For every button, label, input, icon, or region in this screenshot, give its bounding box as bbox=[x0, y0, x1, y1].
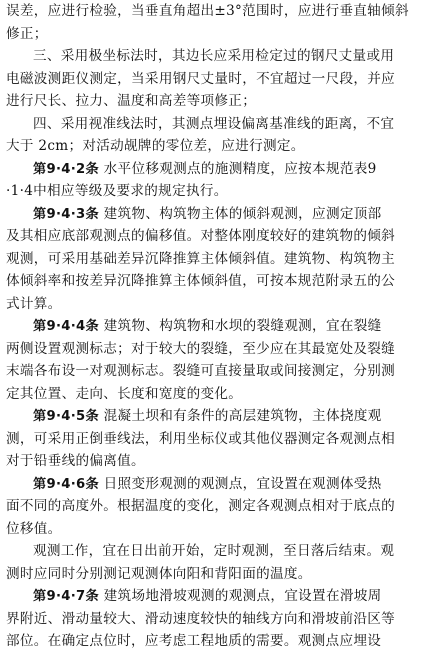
text-line bbox=[6, 248, 435, 271]
line-text: 测，可采用正倒垂线法，利用坐标仪或其他仪器测定各观测点相 bbox=[6, 430, 396, 447]
text-line bbox=[6, 68, 435, 91]
text-line bbox=[6, 135, 435, 158]
line-text: 及其相应底部观测点的偏移值。对整体刚度较好的建筑物的倾斜 bbox=[6, 228, 396, 244]
line-text: 建筑物、构筑物和水坝的裂缝观测，宜在裂缝 bbox=[99, 318, 382, 334]
text-line bbox=[6, 23, 435, 46]
text-line bbox=[6, 113, 435, 136]
line-text: ·1·4中相应等级及要求的规定执行。 bbox=[6, 183, 228, 199]
clause-number: 第9·4·6条 bbox=[33, 476, 100, 492]
clause-number: 第9·4·4条 bbox=[33, 319, 100, 334]
line-text: 建筑物、构筑物主体的倾斜观测，应测定顶部 bbox=[99, 205, 382, 222]
text-line bbox=[6, 270, 435, 293]
line-text: 误差，应进行检验，当垂直角超出±3°范围时，应进行垂直轴倾斜 bbox=[6, 3, 409, 19]
line-text: 观测工作，宜在日出前开始，定时观测，至日落后结束。观 bbox=[33, 543, 395, 559]
line-text: 观测，可采用基础差异沉降推算主体倾斜值。建筑物、构筑物主 bbox=[6, 250, 396, 267]
line-text: 末端各布设一对观测标志。裂缝可直接量取或间接测定，分别测 bbox=[6, 363, 396, 379]
text-line bbox=[6, 383, 435, 406]
line-text: 位移值。 bbox=[6, 520, 62, 537]
clause-number: 第9·4·3条 bbox=[33, 206, 100, 222]
line-text: 水平位移观测点的施测精度，应按本规范表9 bbox=[99, 160, 377, 177]
text-line bbox=[6, 203, 435, 226]
text-line bbox=[6, 315, 435, 338]
clause-number: 第9·4·7条 bbox=[33, 589, 100, 604]
line-text: 式计算。 bbox=[6, 295, 62, 312]
line-text: 日照变形观测的观测点，宜设置在观测体受热 bbox=[99, 475, 382, 492]
text-line bbox=[6, 405, 435, 428]
line-text: 混凝土坝和有条件的高层建筑物，主体挠度观 bbox=[99, 408, 382, 424]
text-line bbox=[6, 585, 435, 608]
text-line bbox=[6, 540, 435, 563]
line-text: 体倾斜率和按差异沉降推算主体倾斜值，可按本规范附录五的公 bbox=[6, 273, 396, 289]
text-line bbox=[6, 45, 435, 68]
text-line bbox=[6, 473, 435, 496]
text-line bbox=[6, 608, 435, 631]
text-line bbox=[6, 180, 435, 203]
text-line bbox=[6, 338, 435, 361]
clause-number: 第9·4·2条 bbox=[33, 161, 100, 177]
text-line bbox=[6, 495, 435, 518]
clause-number: 第9·4·5条 bbox=[33, 409, 100, 424]
line-text: 两侧设置观测标志；对于较大的裂缝，至少应在其最宽处及裂缝 bbox=[6, 340, 396, 357]
text-line bbox=[6, 360, 435, 383]
text-line bbox=[6, 563, 435, 586]
line-text: 建筑场地滑坡观测的观测点，宜设置在滑坡周 bbox=[99, 588, 382, 604]
line-text: 定其位置、走向、长度和宽度的变化。 bbox=[6, 385, 243, 402]
line-text: 三、采用极坐标法时，其边长应采用检定过的钢尺丈量或用 bbox=[33, 48, 395, 64]
line-text: 电磁波测距仪测定，当采用钢尺丈量时，不宜超过一尺段，并应 bbox=[6, 70, 396, 87]
line-text: 界附近、滑动量较大、滑动速度较快的轴线方向和滑坡前沿区等 bbox=[6, 610, 396, 627]
text-line bbox=[6, 225, 435, 248]
text-line bbox=[6, 518, 435, 541]
text-line bbox=[6, 630, 435, 653]
text-line bbox=[6, 293, 435, 316]
line-text: 修正； bbox=[6, 25, 48, 42]
text-line bbox=[6, 450, 435, 473]
text-line bbox=[6, 0, 435, 23]
line-text: 四、采用视准线法时，其测点埋设偏离基准线的距离，不宜 bbox=[33, 115, 395, 132]
line-text: 大于 2cm；对活动觇牌的零位差，应进行测定。 bbox=[6, 138, 305, 154]
text-line bbox=[6, 428, 435, 451]
line-text: 进行尺长、拉力、温度和高差等项修正； bbox=[6, 93, 257, 109]
line-text: 对于铅垂线的偏离值。 bbox=[6, 453, 145, 469]
text-line bbox=[6, 158, 435, 181]
text-line bbox=[6, 90, 435, 113]
line-text: 部位。在确定点位时，应考虑工程地质的需要。观测点应埋设 bbox=[6, 633, 382, 649]
line-text: 测时应同时分别测记观测体向阳和背阳面的温度。 bbox=[6, 565, 312, 582]
line-text: 面不同的高度外。根据温度的变化，测定各观测点相对于底点的 bbox=[6, 498, 396, 514]
